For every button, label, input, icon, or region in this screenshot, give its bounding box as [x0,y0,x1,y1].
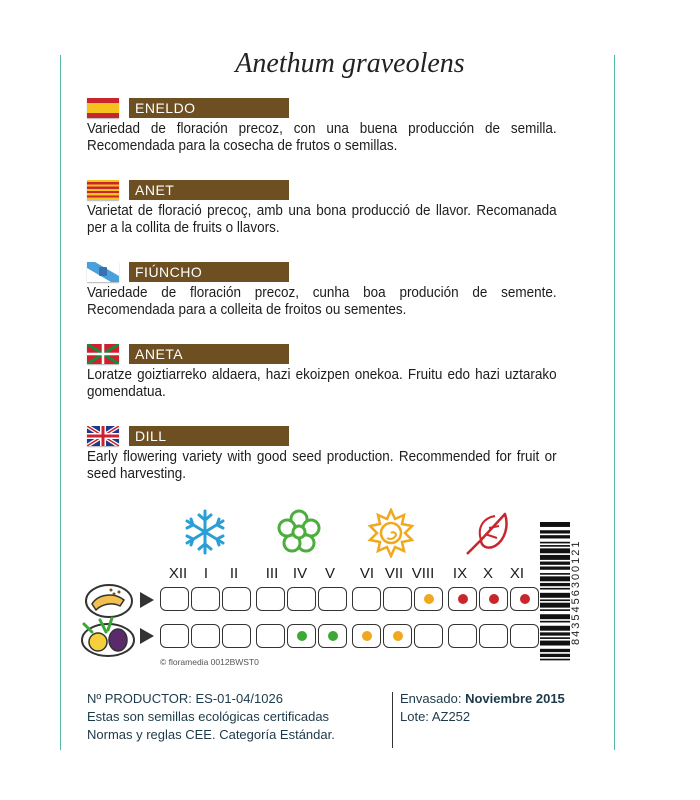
barcode-bar [540,593,570,598]
lang-description: Loratze goiztiarreko aldaera, hazi ekoizpen onekoa. Fruitu edo hazi uztarako gomendatua. [87,367,557,400]
month-dot [266,631,276,641]
lang-name: ENELDO [129,98,289,118]
packed-label: Envasado: [400,691,462,706]
footer-right [400,690,565,726]
sowing-calendar-row [160,587,544,611]
month-label: X [482,565,493,582]
month-label: III [265,565,279,582]
month-dot [170,594,180,604]
month-dot [297,594,307,604]
month-label: VIII [411,565,435,582]
month-cell [383,587,412,611]
month-cell [510,624,539,648]
month-dot [362,631,372,641]
brand-credit: © floramedia 0012BWST0 [160,657,259,667]
month-dot [489,594,499,604]
barcode-bar [540,654,570,657]
month-dot [520,631,530,641]
lang-section-es [87,98,627,155]
footer-left [87,690,335,744]
month-cell [191,624,220,648]
lang-description: Variedade de floración precoz, cunha boa produción de semente. Recomendada para a colleita de froitos ou sementes. [87,285,557,318]
barcode-bar [540,566,570,569]
month-cell [448,587,477,611]
month-cell [256,587,285,611]
barcode-bar [540,535,570,538]
month-cell [191,587,220,611]
barcode-bar [540,576,570,581]
month-cell [287,624,316,648]
month-dot [201,594,211,604]
month-cell [160,587,189,611]
month-label: VII [384,565,404,582]
barcode-bar [540,649,570,652]
month-dot [362,594,372,604]
barcode-bar [540,548,570,553]
barcode-bar [540,599,570,601]
month-dot [393,631,403,641]
month-dot [170,631,180,641]
harvest-calendar-row [160,624,544,648]
barcode-number: 8435456300121 [570,539,582,645]
barcode-bar [540,632,570,635]
certification-text: Estas son semillas ecológicas certificadas [87,709,330,724]
month-label: I [203,565,209,582]
month-label: IV [292,565,308,582]
month-dot [393,594,403,604]
barcode-bar [540,583,570,586]
barcode-bar [540,573,570,575]
vegetables-basket-icon [78,614,136,658]
lang-section-ca [87,180,627,237]
month-label: VI [359,565,375,582]
right-border-line [614,55,615,750]
sowing-arrow-icon [140,592,154,608]
packed-value: Noviembre 2015 [465,691,565,706]
month-label: XII [168,565,188,582]
barcode-bar [540,637,570,639]
lang-name: ANETA [129,344,289,364]
month-cell [510,587,539,611]
barcode-bar [540,603,570,608]
month-cell [318,587,347,611]
month-cell [256,624,285,648]
standards-text: Normas y reglas CEE. Categoría Estándar. [87,727,335,742]
uk-flag-icon [87,426,119,446]
barcode-bar [540,588,570,590]
barcode-bar [540,621,570,623]
left-border-line [60,55,61,750]
month-cell [222,624,251,648]
month-label: II [229,565,239,582]
month-cell [383,624,412,648]
month-cell [222,587,251,611]
lang-name: ANET [129,180,289,200]
month-dot [424,594,434,604]
page-title: Anethum graveolens [235,48,465,79]
leaf-icon [461,508,511,558]
month-dot [232,594,242,604]
barcode-bar [540,522,570,527]
month-dot [458,631,468,641]
lot-label: Lote: [400,709,429,724]
lot-value: AZ252 [431,709,471,724]
lang-description: Varietat de floració precoç, amb una bona producció de llavor. Recomanada per a la collita de fruits o llavors. [87,203,557,236]
sun-icon [366,508,416,558]
galicia-flag-icon [87,262,119,282]
harvest-arrow-icon [140,628,154,644]
barcode-bar [540,659,570,661]
barcode [540,522,570,662]
month-cell [448,624,477,648]
month-cell [352,624,381,648]
month-dot [201,631,211,641]
barcode-bar [540,641,570,646]
month-dot [489,631,499,641]
spain-flag-icon [87,98,119,118]
lang-name: FIÚNCHO [129,262,289,282]
month-label: V [324,565,335,582]
barcode-bar [540,626,570,631]
month-dot [266,594,276,604]
month-cell [414,624,443,648]
catalonia-flag-icon [87,180,119,200]
barcode-bar [540,562,570,565]
barcode-bar [540,555,570,560]
month-cell [318,624,347,648]
month-dot [458,594,468,604]
barcode-bar [540,530,570,533]
lang-section-gl [87,262,627,319]
month-cell [160,624,189,648]
lang-description: Variedad de floración precoz, con una buena producción de semilla. Recomendada para la cosecha de frutos o semillas. [87,121,557,154]
month-label: IX [452,565,468,582]
barcode-bar [540,542,570,544]
snowflake-icon [181,508,229,556]
month-dot [328,594,338,604]
month-dot [424,631,434,641]
month-dot [520,594,530,604]
barcode-bar [540,609,570,611]
lang-section-eu [87,344,627,401]
barcode-bar [540,614,570,619]
lang-description: Early flowering variety with good seed production. Recommended for fruit or seed harvesting. [87,449,557,482]
month-cell [352,587,381,611]
month-cell [479,624,508,648]
producer-number: Nº PRODUCTOR: ES-01-04/1026 [87,691,283,706]
month-dot [232,631,242,641]
month-cell [287,587,316,611]
basque-flag-icon [87,344,119,364]
flower-icon [275,508,323,556]
barcode-bar [540,545,570,547]
lang-name: DILL [129,426,289,446]
month-label: XI [509,565,525,582]
month-dot [328,631,338,641]
month-cell [479,587,508,611]
lang-section-en [87,426,627,483]
month-dot [297,631,307,641]
month-cell [414,587,443,611]
footer-divider [392,692,393,748]
